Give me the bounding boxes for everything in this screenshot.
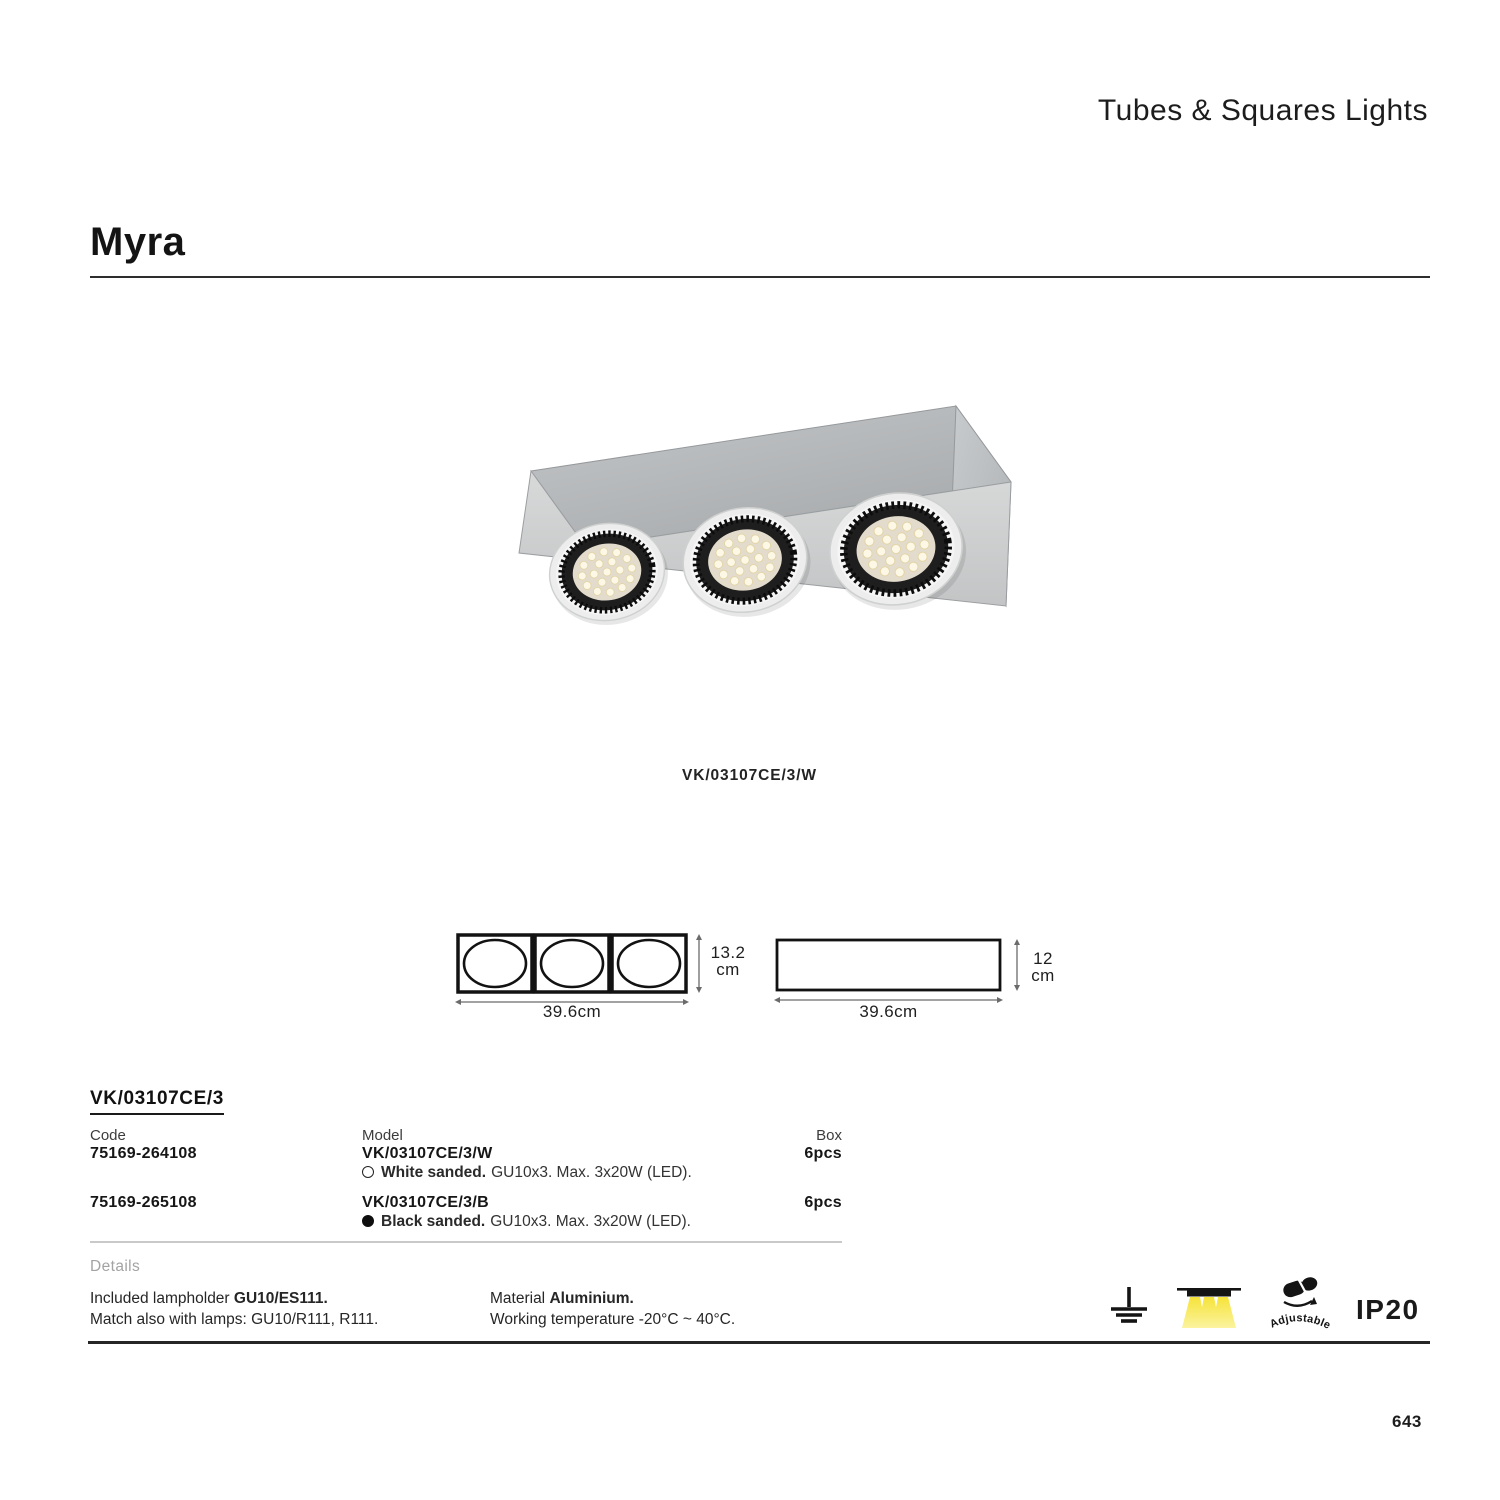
table-divider bbox=[90, 1241, 842, 1243]
details-temperature-line: Working temperature -20°C ~ 40°C. bbox=[490, 1311, 736, 1328]
adjustable-icon bbox=[1264, 1272, 1334, 1340]
row2-description: Black sanded. GU10x3. Max. 3x20W (LED). bbox=[362, 1213, 691, 1231]
category-title: Tubes & Squares Lights bbox=[1097, 94, 1428, 127]
row1-code: 75169-264108 bbox=[90, 1145, 197, 1162]
column-header-box: Box bbox=[816, 1127, 842, 1144]
row2-model: VK/03107CE/3/B bbox=[362, 1194, 489, 1211]
front-height-dimension: 13.2 cm bbox=[710, 943, 746, 979]
row2-box: 6pcs bbox=[804, 1194, 842, 1211]
details-label: Details bbox=[90, 1258, 141, 1275]
black-finish-swatch-icon bbox=[362, 1215, 374, 1227]
row1-description: White sanded. GU10x3. Max. 3x20W (LED). bbox=[362, 1164, 692, 1182]
page-number: 643 bbox=[1392, 1412, 1422, 1431]
details-lampholder-line: Included lampholder GU10/ES111. bbox=[90, 1290, 328, 1307]
column-header-code: Code bbox=[90, 1127, 126, 1144]
product-name: Myra bbox=[90, 220, 186, 264]
svg-text:Adjustable bbox=[1268, 1312, 1332, 1332]
title-divider bbox=[90, 276, 1430, 278]
product-photo bbox=[503, 385, 1019, 625]
footer-divider bbox=[88, 1341, 1430, 1344]
row1-model: VK/03107CE/3/W bbox=[362, 1145, 493, 1162]
details-material-line: Material Aluminium. bbox=[490, 1290, 634, 1307]
row1-box: 6pcs bbox=[804, 1145, 842, 1162]
adjustable-icon-label: Adjustable bbox=[1268, 1312, 1333, 1332]
details-right-column bbox=[490, 1288, 735, 1330]
column-header-model: Model bbox=[362, 1127, 403, 1144]
ip-rating: IP20 bbox=[1356, 1294, 1420, 1325]
row2-code: 75169-265108 bbox=[90, 1194, 197, 1211]
recessed-light-beam-icon bbox=[1176, 1280, 1242, 1336]
details-left-column bbox=[90, 1288, 378, 1330]
side-width-dimension: 39.6cm bbox=[859, 1002, 918, 1021]
dimension-drawing-side bbox=[774, 931, 1030, 1009]
front-width-dimension: 39.6cm bbox=[542, 1002, 602, 1021]
dimension-drawing-front bbox=[452, 929, 710, 1011]
earth-ground-icon bbox=[1106, 1284, 1152, 1330]
white-finish-swatch-icon bbox=[362, 1166, 374, 1178]
details-lamps-line: Match also with lamps: GU10/R111, R111. bbox=[90, 1311, 379, 1328]
side-height-dimension: 12 cm bbox=[1031, 949, 1055, 985]
product-code-heading: VK/03107CE/3 bbox=[90, 1088, 224, 1115]
product-photo-caption: VK/03107CE/3/W bbox=[682, 767, 817, 784]
